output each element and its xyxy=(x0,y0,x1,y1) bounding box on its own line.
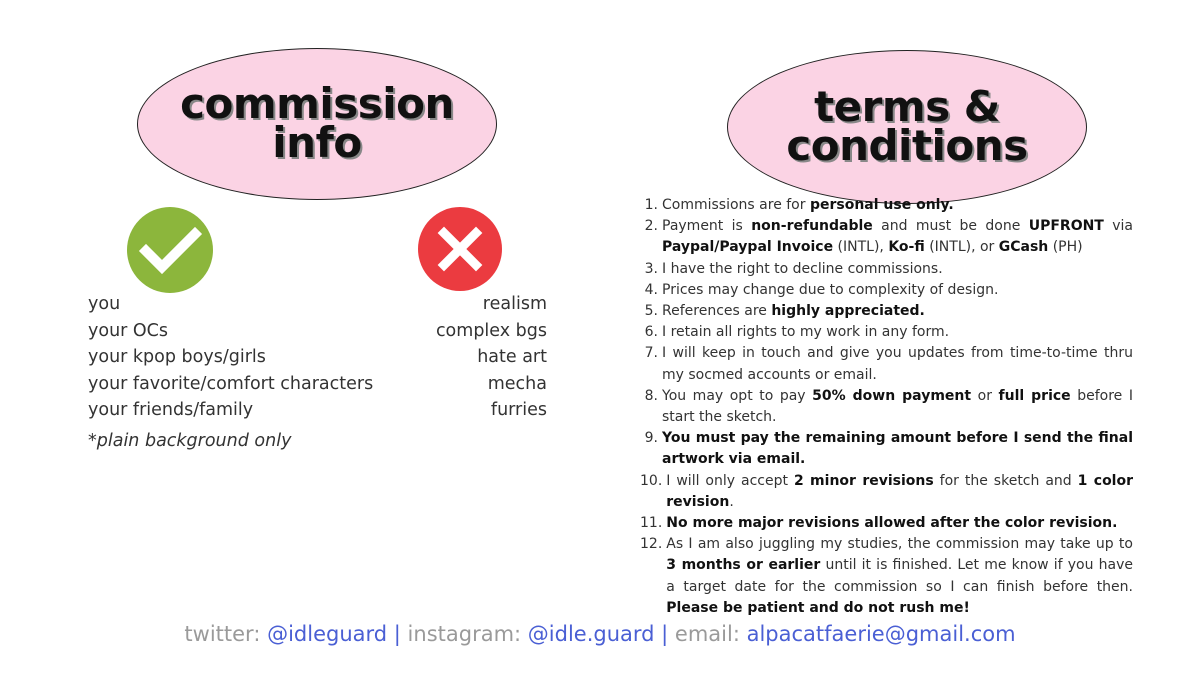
wont-draw-item: realism xyxy=(482,294,547,314)
term-text-bold: non-refundable xyxy=(751,218,873,235)
term-text-bold: Ko-fi xyxy=(888,239,925,256)
background-note: *plain background only xyxy=(88,431,292,451)
check-icon xyxy=(127,207,213,293)
term-text-bold: Paypal/Paypal Invoice xyxy=(662,239,834,256)
term-text-bold: 1 color revision xyxy=(666,472,1134,510)
term-text-bold: full price xyxy=(998,387,1071,404)
term-number: 2. xyxy=(644,218,658,235)
term-item xyxy=(640,534,1133,619)
term-text xyxy=(666,534,1133,619)
term-text-bold: highly appreciated. xyxy=(771,303,925,320)
will-draw-item: you xyxy=(88,294,121,314)
term-text xyxy=(666,513,1133,534)
terms-title-line2: conditions xyxy=(786,121,1028,170)
commission-info-title-line1: commission xyxy=(180,79,454,129)
term-item xyxy=(640,195,1133,216)
term-text xyxy=(662,343,1133,385)
term-item xyxy=(640,301,1133,322)
term-text-bold: 2 minor revisions xyxy=(793,472,934,489)
term-text-part: I retain all rights to my work in any form. xyxy=(662,324,950,341)
term-text xyxy=(662,322,1133,343)
term-number: 8. xyxy=(644,387,658,404)
term-item xyxy=(640,386,1133,428)
term-text-part: You may opt to pay xyxy=(662,387,813,404)
commission-info-title-line2: info xyxy=(272,118,362,167)
term-text-bold: 50% down payment xyxy=(812,387,972,404)
twitter-handle-link[interactable]: @idleguard xyxy=(267,622,388,646)
term-text-bold: personal use only. xyxy=(809,197,954,213)
term-item xyxy=(640,343,1133,385)
term-text xyxy=(662,386,1133,428)
term-text-part: References are xyxy=(662,303,772,320)
will-draw-item: your favorite/comfort characters xyxy=(88,373,374,394)
terms-title-line1: terms & xyxy=(814,82,1000,132)
contact-footer xyxy=(0,622,1200,646)
term-text-part: I will keep in touch and give you updates from time-to-time thru my socmed accounts or email. xyxy=(662,345,1133,383)
term-text-part: before I start the sketch. xyxy=(662,387,1133,426)
term-item xyxy=(640,513,1133,534)
term-number: 11. xyxy=(640,515,663,532)
wont-draw-list xyxy=(436,291,547,424)
wont-draw-item: hate art xyxy=(477,347,547,367)
term-number: 4. xyxy=(644,281,658,298)
term-text-bold: No more major revisions allowed after the color revision. xyxy=(666,515,1118,532)
term-number: 6. xyxy=(644,324,658,341)
term-text-part: I will only accept xyxy=(666,472,794,489)
term-text-part: Commissions are for xyxy=(662,197,810,213)
term-number: 1. xyxy=(644,197,658,213)
will-draw-item: your friends/family xyxy=(88,400,254,420)
term-text xyxy=(662,216,1133,258)
term-number: 7. xyxy=(644,345,658,362)
term-text-part: (PH) xyxy=(1048,239,1083,256)
term-text xyxy=(666,471,1133,513)
instagram-label: instagram: xyxy=(407,622,528,646)
term-text-bold: You must pay the remaining amount before I send the final artwork via email. xyxy=(662,430,1133,468)
email-label: email: xyxy=(674,622,747,646)
term-text-part: (INTL), xyxy=(833,239,889,256)
term-text xyxy=(662,428,1133,470)
term-number: 10. xyxy=(640,472,663,489)
wont-draw-item: mecha xyxy=(487,373,547,394)
term-number: 12. xyxy=(640,536,663,553)
term-text-bold: GCash xyxy=(998,239,1049,256)
term-item xyxy=(640,259,1133,280)
term-text xyxy=(662,259,1133,280)
term-item xyxy=(640,471,1133,513)
term-text-part: As I am also juggling my studies, the commission may take up to xyxy=(666,536,1133,553)
term-text-part: until it is finished. Let me know if you have a target date for the commission so I can finish before then. xyxy=(666,557,1133,595)
twitter-label: twitter: xyxy=(184,622,268,646)
will-draw-item: your OCs xyxy=(88,320,169,341)
cross-icon xyxy=(418,207,502,291)
footer-separator: | xyxy=(387,622,408,646)
term-text-bold: Please be patient and do not rush me! xyxy=(666,599,970,616)
term-text xyxy=(662,280,1133,301)
will-draw-item: your kpop boys/girls xyxy=(88,347,266,367)
term-text-part: Prices may change due to complexity of design. xyxy=(662,281,999,298)
term-number: 3. xyxy=(644,260,658,277)
term-number: 9. xyxy=(644,430,658,447)
term-text-part: or xyxy=(971,387,999,404)
term-number: 5. xyxy=(644,303,658,320)
term-text xyxy=(662,195,1133,216)
will-draw-list xyxy=(88,291,373,424)
term-text-bold: 3 months or earlier xyxy=(666,557,821,574)
term-text-part: and must be done xyxy=(872,218,1029,235)
wont-draw-item: complex bgs xyxy=(435,320,547,341)
term-item xyxy=(640,428,1133,470)
instagram-handle-link[interactable]: @idle.guard xyxy=(527,622,655,646)
email-link[interactable]: alpacatfaerie@gmail.com xyxy=(746,622,1016,646)
term-text-part: . xyxy=(729,493,734,510)
term-item xyxy=(640,216,1133,258)
wont-draw-item: furries xyxy=(490,400,547,420)
term-text-part: via xyxy=(1103,218,1133,235)
commission-info-header xyxy=(137,48,497,200)
term-text-bold: UPFRONT xyxy=(1028,218,1104,235)
term-text-part: for the sketch and xyxy=(933,472,1078,489)
footer-separator: | xyxy=(654,622,675,646)
term-item xyxy=(640,280,1133,301)
term-item xyxy=(640,322,1133,343)
term-text-part: I have the right to decline commissions. xyxy=(662,260,943,277)
term-text-part: (INTL), or xyxy=(924,239,999,256)
terms-header xyxy=(727,50,1087,204)
term-text xyxy=(662,301,1133,322)
term-text-part: Payment is xyxy=(662,218,752,235)
terms-list xyxy=(640,195,1133,619)
